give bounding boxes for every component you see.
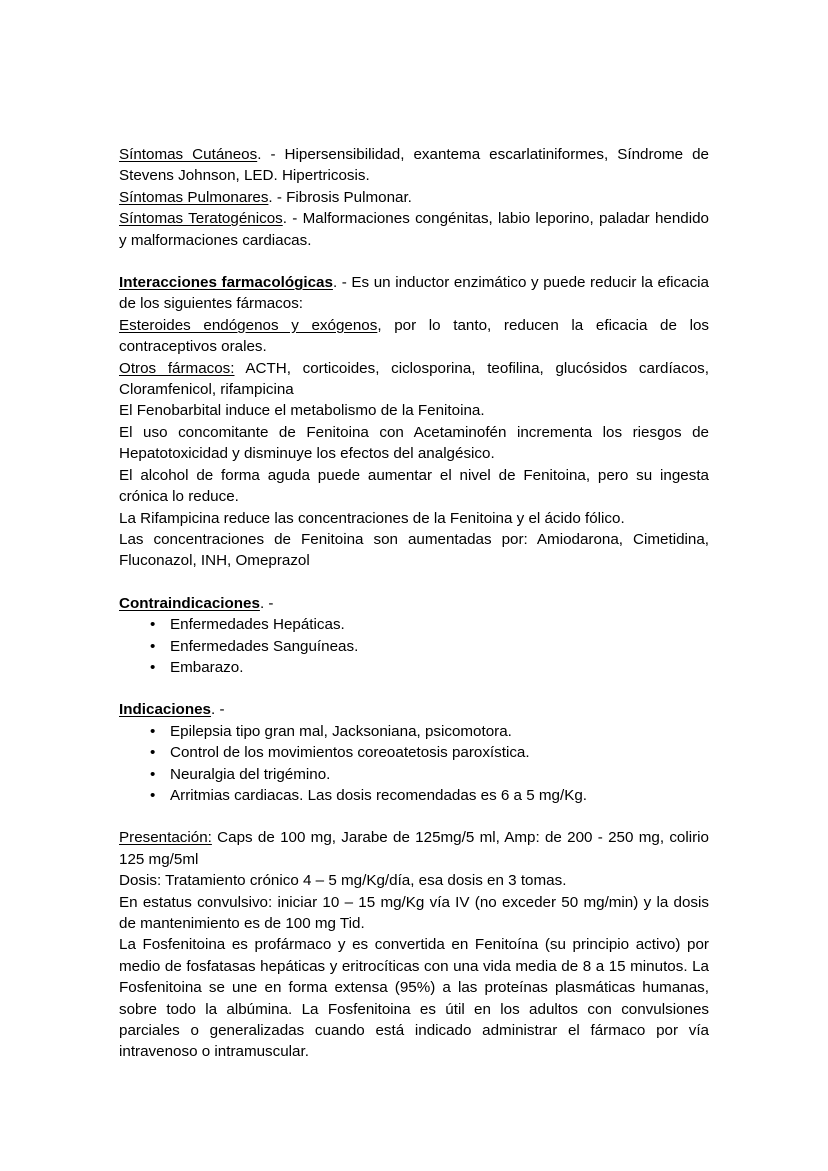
paragraph-esteroides xyxy=(119,315,709,358)
heading-esteroides: Esteroides endógenos y exógenos xyxy=(119,316,378,334)
heading-indicaciones-line xyxy=(119,699,709,720)
list-item: • Enfermedades Hepáticas. xyxy=(119,614,709,635)
paragraph-dosis: Dosis: Tratamiento crónico 4 – 5 mg/Kg/día, esa dosis en 3 tomas. xyxy=(119,872,567,890)
paragraph-fosfenitoina: La Fosfenitoina es profármaco y es convertida en Fenitoína (su principio activo) por medio de fosfatasas hepáticas y eritrocíticas con una vida media de 8 a 15 minutos. La Fosfenitoina se une en forma extensa (95%) a las proteínas plasmáticas humanas, sobre todo la albúmina. La Fosfenitoina es útil en los adultos con convulsiones parciales o generalizadas cuando está indicado administrar el fármaco por vía intravenoso o intramuscular. xyxy=(119,936,709,1061)
list-item: • Neuralgia del trigémino. xyxy=(119,764,709,785)
section-sintomas xyxy=(119,144,709,251)
section-contraindicaciones xyxy=(119,593,709,679)
heading-sintomas-cutaneos: Síntomas Cutáneos xyxy=(119,146,258,163)
body-interacciones-intro: . - Es un inductor enzimático y puede reducir la eficacia de los siguientes fármacos: xyxy=(119,274,709,313)
body-esteroides: , por lo tanto, reducen la eficacia de los contraceptivos orales. xyxy=(119,316,709,356)
paragraph-acetaminofen: El uso concomitante de Fenitoina con Acetaminofén incrementa los riesgos de Hepatotoxicidad y disminuye los efectos del analgésico. xyxy=(119,423,709,463)
body-sintomas-pulmonares: . - Fibrosis Pulmonar. xyxy=(268,188,412,206)
section-interacciones xyxy=(119,272,709,572)
list-indicaciones xyxy=(119,721,709,807)
section-spacer xyxy=(119,806,709,827)
section-presentacion xyxy=(119,827,709,1062)
heading-contraindicaciones-line xyxy=(119,593,709,614)
heading-sintomas-pulmonares: Síntomas Pulmonares xyxy=(119,188,269,206)
body-otros-farmacos: ACTH, corticoides, ciclosporina, teofilina, glucósidos cardíacos, Cloramfenicol, rifampicina xyxy=(119,359,709,399)
paragraph-sintomas-cutaneos xyxy=(119,144,709,187)
heading-indicaciones: Indicaciones xyxy=(119,701,212,719)
list-item: • Embarazo. xyxy=(119,657,709,678)
heading-presentacion: Presentación: xyxy=(119,829,212,847)
section-spacer xyxy=(119,678,709,699)
body-sintomas-teratogenicos: . - Malformaciones congénitas, labio leporino, paladar hendido y malformaciones cardiacas. xyxy=(119,210,709,249)
paragraph-concentraciones-aumentadas: Las concentraciones de Fenitoina son aumentadas por: Amiodarona, Cimetidina, Fluconazol, INH, Omeprazol xyxy=(119,530,709,570)
list-item: • Epilepsia tipo gran mal, Jacksoniana, psicomotora. xyxy=(119,721,709,742)
heading-contraindicaciones-suffix: . - xyxy=(259,594,274,612)
paragraph-alcohol: El alcohol de forma aguda puede aumentar el nivel de Fenitoina, pero su ingesta crónica lo reduce. xyxy=(119,466,709,506)
section-spacer xyxy=(119,572,709,593)
heading-sintomas-teratogenicos: Síntomas Teratogénicos xyxy=(119,210,283,228)
paragraph-rifampicina: La Rifampicina reduce las concentraciones de la Fenitoina y el ácido fólico. xyxy=(119,509,625,527)
paragraph-estatus-convulsivo: En estatus convulsivo: iniciar 10 – 15 mg/Kg vía IV (no exceder 50 mg/min) y la dosis de mantenimiento es de 100 mg Tid. xyxy=(119,893,709,932)
paragraph-fenobarbital: El Fenobarbital induce el metabolismo de la Fenitoina. xyxy=(119,402,485,420)
body-presentacion: Caps de 100 mg, Jarabe de 125mg/5 ml, Amp: de 200 - 250 mg, colirio 125 mg/5ml xyxy=(119,829,709,868)
body-sintomas-cutaneos: . - Hipersensibilidad, exantema escarlatiniformes, Síndrome de Stevens Johnson, LED. Hipertricosis. xyxy=(119,146,709,185)
list-item: • Arritmias cardiacas. Las dosis recomendadas es 6 a 5 mg/Kg. xyxy=(119,785,709,806)
paragraph-sintomas-teratogenicos xyxy=(119,208,709,251)
paragraph-interacciones-intro xyxy=(119,272,709,315)
heading-indicaciones-suffix: . - xyxy=(211,701,225,719)
list-contraindicaciones xyxy=(119,614,709,678)
paragraph-otros-farmacos xyxy=(119,358,709,401)
document-body xyxy=(119,144,709,1063)
heading-interacciones-farmacologicas: Interacciones farmacológicas xyxy=(119,274,333,292)
paragraph-presentacion xyxy=(119,827,709,870)
heading-contraindicaciones: Contraindicaciones xyxy=(119,594,260,612)
section-spacer xyxy=(119,251,709,272)
list-item: • Control de los movimientos coreoatetosis paroxística. xyxy=(119,742,709,763)
section-indicaciones xyxy=(119,699,709,806)
list-item: • Enfermedades Sanguíneas. xyxy=(119,636,709,657)
heading-otros-farmacos: Otros fármacos: xyxy=(119,359,235,377)
paragraph-sintomas-pulmonares xyxy=(119,187,709,208)
